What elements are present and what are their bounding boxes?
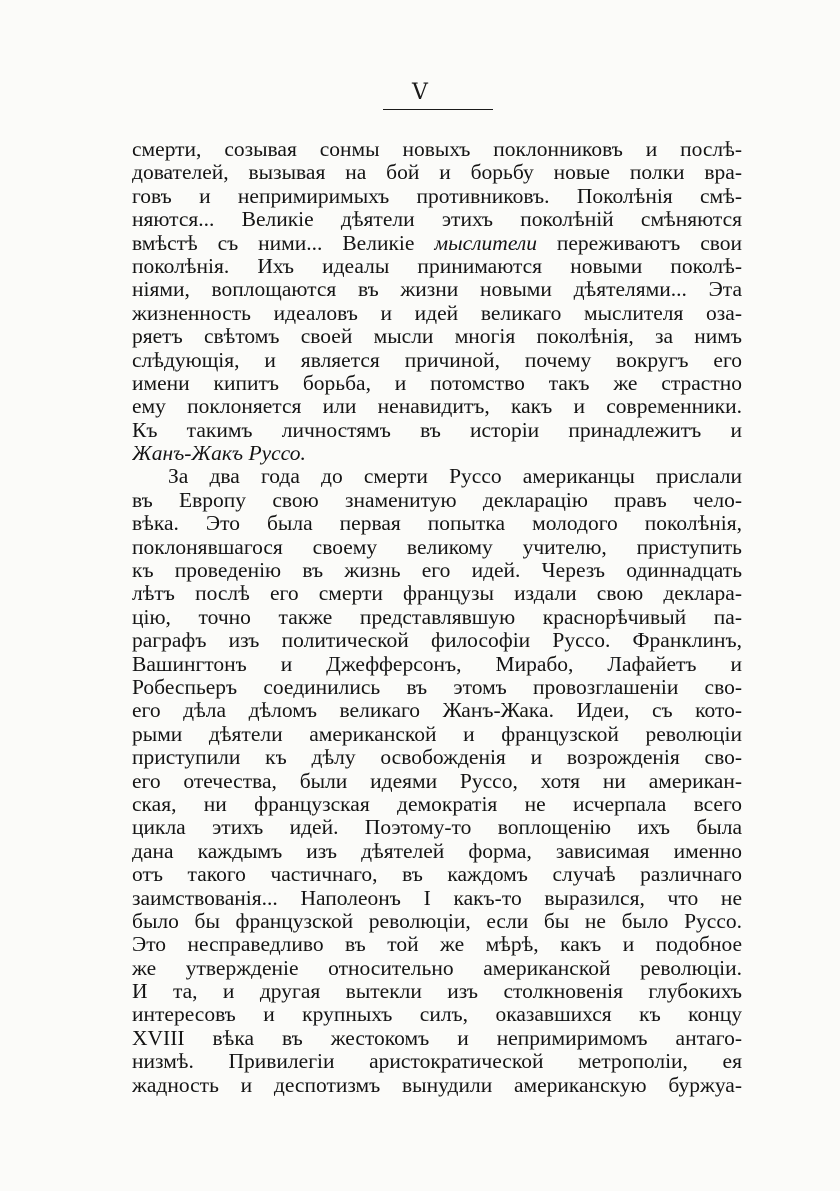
text-line: XVIII вѣка въ жестокомъ и непримиримомъ антаго- [132,1026,742,1050]
text-line: въ Европу свою знаменитую декларацію правъ чело- [132,488,742,512]
text-line: отъ такого частичнаго, въ каждомъ случаѣ различнаго [132,863,742,887]
text-line: имени кипитъ борьба, и потомство такъ же страстно [132,371,742,395]
text-line: дователей, вызывая на бой и борьбу новые полки вра- [132,161,742,185]
text-line: вѣка. Это была первая попытка молодого поколѣнія, [132,512,742,536]
text-line: рыми дѣятели американской и французской революціи [132,722,742,746]
text-line: же утвержденіе относительно американской революціи. [132,956,742,980]
text-line: приступили къ дѣлу освобожденія и возрожденія сво- [132,746,742,770]
text-line: дана каждымъ изъ дѣятелей форма, зависимая именно [132,839,742,863]
text-line: ему поклоняется или ненавидитъ, какъ и современники. [132,395,742,419]
text-line: было бы французской революціи, если бы не было Руссо. [132,909,742,933]
text-line: жадность и деспотизмъ вынудили американскую буржуа- [132,1073,742,1097]
text-line: жизненность идеаловъ и идей великаго мыслителя оза- [132,301,742,325]
text-line: Робеспьеръ соединились въ этомъ провозглашеніи сво- [132,675,742,699]
text-line: его отечества, были идеями Руссо, хотя ни американ- [132,769,742,793]
text-line: раграфъ изъ политической философіи Руссо. Франклинъ, [132,629,742,653]
text-line: Это несправедливо въ той же мѣрѣ, какъ и подобное [132,933,742,957]
text-line: За два года до смерти Руссо американцы прислали [168,465,742,489]
text-line: къ проведенію въ жизнь его идей. Черезъ одиннадцать [132,559,742,583]
text-line: интересовъ и крупныхъ силъ, оказавшихся къ концу [132,1003,742,1027]
text-line: Вашингтонъ и Джефферсонъ, Мирабо, Лафайетъ и [132,652,742,676]
text-line: И та, и другая вытекли изъ столкновенія глубокихъ [132,980,742,1004]
text-line: няются... Великіе дѣятели этихъ поколѣній смѣняются [132,208,742,232]
text-line: ская, ни французская демократія не исчерпала всего [132,792,742,816]
text-segment: вмѣстѣ съ ними... Великіе [132,231,415,255]
emphasis-text: мыслители [434,231,537,255]
text-line: его дѣла дѣломъ великаго Жанъ-Жака. Идеи, съ кото- [132,699,742,723]
text-line: слѣдующія, и является причиной, почему вокругъ его [132,348,742,372]
text-line: Къ такимъ личностямъ въ исторіи принадлежитъ и [132,418,742,442]
text-line [132,232,742,255]
text-line: поклонявшагося своему великому учителю, приступить [132,535,742,559]
text-segment: переживаютъ свои [556,231,742,255]
text-line: ряетъ свѣтомъ своей мысли многія поколѣнія, за нимъ [132,325,742,349]
text-line: заимствованія... Наполеонъ I какъ-то выразился, что не [132,886,742,910]
text-line: лѣтъ послѣ его смерти французы издали свою деклара- [132,582,742,606]
body-text [132,138,742,1097]
text-line: поколѣнія. Ихъ идеалы принимаются новыми поколѣ- [132,254,742,278]
text-line: низмѣ. Привилегіи аристократической метрополіи, ея [132,1050,742,1074]
page-number: V [412,80,428,105]
text-line: говъ и непримиримыхъ противниковъ. Поколѣнія смѣ- [132,184,742,208]
header-rule [383,109,493,110]
author-name: Жанъ-Жакъ Руссо. [132,442,306,466]
text-line: ніями, воплощаются въ жизни новыми дѣятелями... Эта [132,278,742,302]
text-line: цію, точно также представлявшую краснорѣчивый па- [132,605,742,629]
text-line: смерти, созывая сонмы новыхъ поклонниковъ и послѣ- [132,138,742,161]
text-line: цикла этихъ идей. Поэтому-то воплощенію ихъ была [132,816,742,840]
